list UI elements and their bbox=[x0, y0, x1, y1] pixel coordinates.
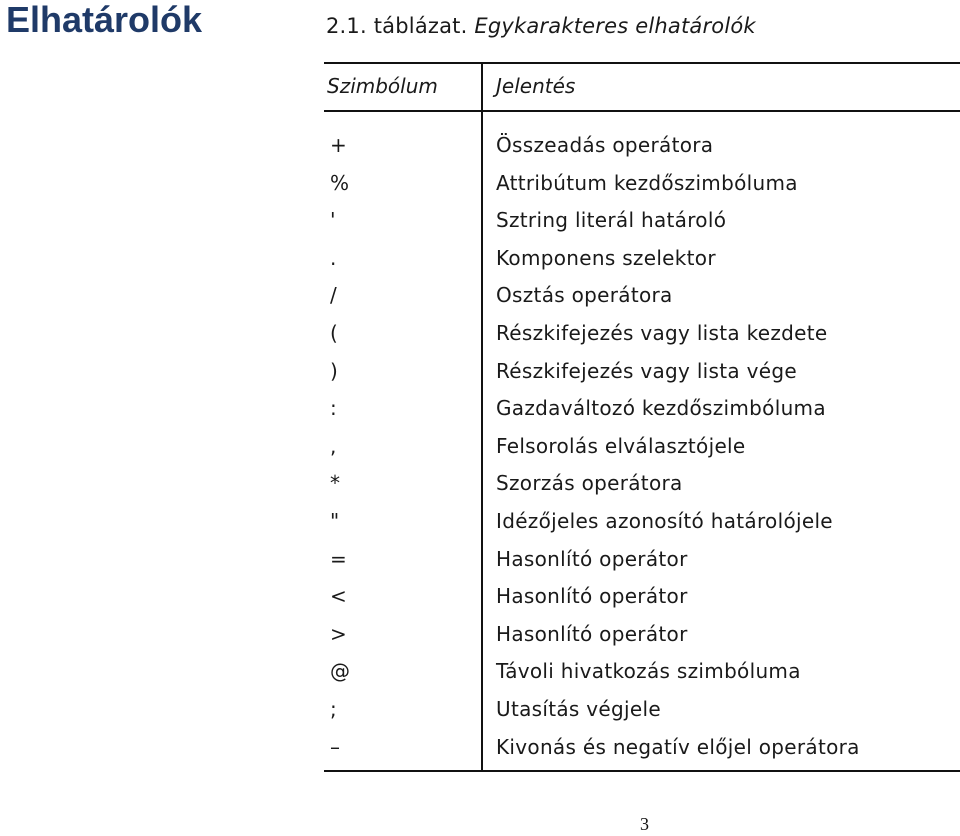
table-row bbox=[324, 278, 960, 316]
row-meaning: Idézőjeles azonosító határolójele bbox=[496, 508, 833, 533]
table-row bbox=[324, 128, 960, 166]
row-symbol: ; bbox=[330, 696, 337, 721]
table-body bbox=[324, 128, 960, 767]
table-row bbox=[324, 316, 960, 354]
table-row bbox=[324, 504, 960, 542]
table-row bbox=[324, 203, 960, 241]
table-row bbox=[324, 466, 960, 504]
row-symbol: . bbox=[330, 245, 337, 270]
row-meaning: Kivonás és negatív előjel operátora bbox=[496, 734, 860, 759]
table-caption-number: 2.1. táblázat. bbox=[326, 14, 468, 38]
row-symbol: – bbox=[330, 734, 340, 759]
row-meaning: Szorzás operátora bbox=[496, 471, 683, 496]
row-symbol: : bbox=[330, 396, 337, 421]
row-meaning: Távoli hivatkozás szimbóluma bbox=[496, 659, 801, 684]
row-symbol: , bbox=[330, 433, 337, 458]
row-symbol: < bbox=[330, 584, 347, 609]
table-top-rule bbox=[324, 62, 960, 64]
row-symbol: ( bbox=[330, 320, 338, 345]
row-meaning: Utasítás végjele bbox=[496, 696, 661, 721]
table-row bbox=[324, 654, 960, 692]
table-bottom-rule bbox=[324, 770, 960, 772]
row-symbol: " bbox=[330, 508, 340, 533]
page-number: 3 bbox=[640, 814, 649, 834]
table-row bbox=[324, 166, 960, 204]
row-meaning: Felsorolás elválasztójele bbox=[496, 433, 746, 458]
table-row bbox=[324, 354, 960, 392]
row-symbol: > bbox=[330, 621, 347, 646]
slide-title: Elhatárolók bbox=[6, 0, 203, 40]
scanned-table-image bbox=[300, 0, 960, 790]
row-meaning: Attribútum kezdőszimbóluma bbox=[496, 170, 798, 195]
header-meaning: Jelentés bbox=[496, 74, 576, 98]
table-caption-text: Egykarakteres elhatárolók bbox=[474, 14, 756, 38]
table-row bbox=[324, 692, 960, 730]
row-symbol: / bbox=[330, 283, 337, 308]
row-meaning: Hasonlító operátor bbox=[496, 584, 688, 609]
row-symbol: = bbox=[330, 546, 347, 571]
table-caption bbox=[326, 14, 756, 38]
row-symbol: + bbox=[330, 133, 347, 157]
row-meaning: Részkifejezés vagy lista kezdete bbox=[496, 320, 828, 345]
row-meaning: Részkifejezés vagy lista vége bbox=[496, 358, 797, 383]
table-row bbox=[324, 542, 960, 580]
row-symbol: * bbox=[330, 471, 340, 496]
table-row bbox=[324, 429, 960, 467]
row-symbol: ' bbox=[330, 208, 336, 233]
header-symbol: Szimbólum bbox=[327, 74, 438, 98]
table-row bbox=[324, 617, 960, 655]
row-symbol: ) bbox=[330, 358, 338, 383]
table-row bbox=[324, 391, 960, 429]
row-meaning: Komponens szelektor bbox=[496, 245, 716, 270]
row-symbol: @ bbox=[330, 659, 350, 684]
table-header-rule bbox=[324, 110, 960, 112]
table-row bbox=[324, 241, 960, 279]
row-meaning: Összeadás operátora bbox=[496, 133, 714, 157]
row-meaning: Hasonlító operátor bbox=[496, 546, 688, 571]
table-row bbox=[324, 730, 960, 768]
row-symbol: % bbox=[330, 170, 350, 195]
table-row bbox=[324, 579, 960, 617]
row-meaning: Osztás operátora bbox=[496, 283, 673, 308]
row-meaning: Sztring literál határoló bbox=[496, 208, 727, 233]
row-meaning: Gazdaváltozó kezdőszimbóluma bbox=[496, 396, 826, 421]
row-meaning: Hasonlító operátor bbox=[496, 621, 688, 646]
